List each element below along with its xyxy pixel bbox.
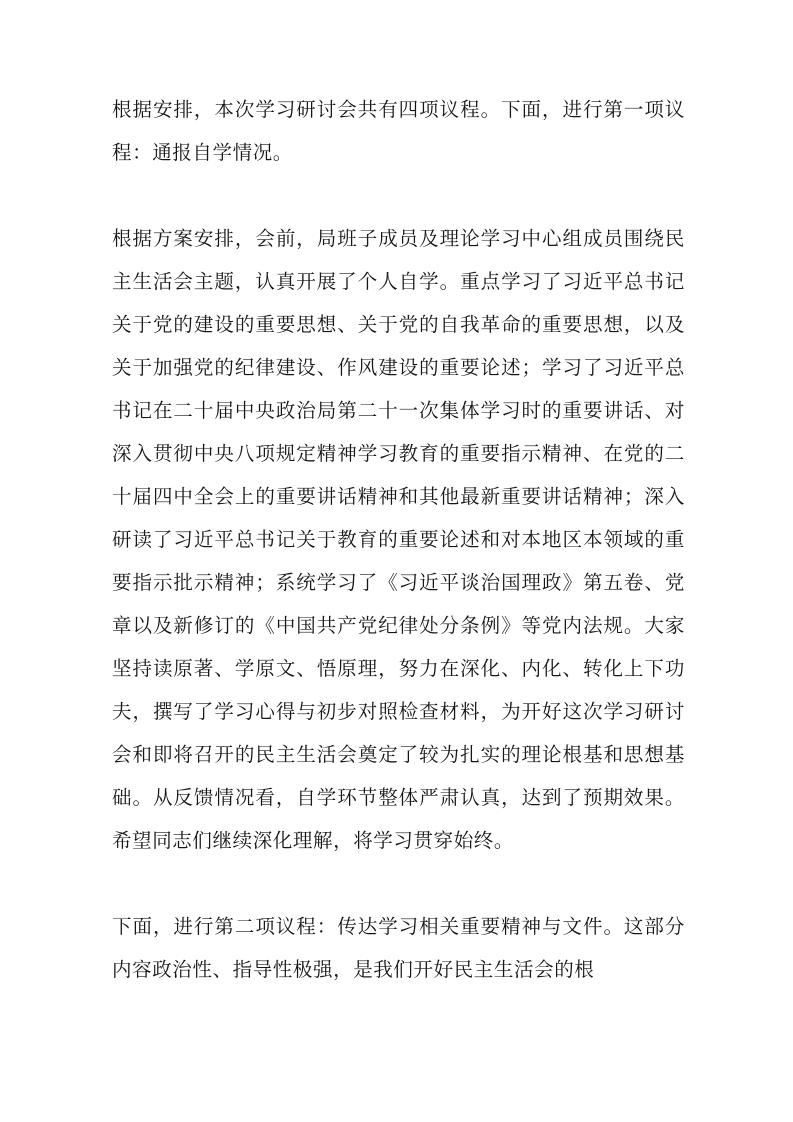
paragraph-1: 根据安排，本次学习研讨会共有四项议程。下面，进行第一项议程：通报自学情况。: [112, 98, 685, 164]
paragraph-3: 下面，进行第二项议程：传达学习相关重要精神与文件。这部分内容政治性、指导性极强，是我们开好民主生活会的根: [112, 915, 685, 981]
paragraph-2: 根据方案安排，会前，局班子成员及理论学习中心组成员围绕民主生活会主题，认真开展了个人自学。重点学习了习近平总书记关于党的建设的重要思想、关于党的自我革命的重要思想，以及关于加强党的纪律建设、作风建设的重要论述；学习了习近平总书记在二十届中央政治局第二十一次集体学习时的重要讲话、对深入贯彻中央八项规定精神学习教育的重要指示精神、在党的二十届四中全会上的重要讲话精神和其他最新重要讲话精神；深入研读了习近平总书记关于教育的重要论述和对本地区本领域的重要指示批示精神；系统学习了《习近平谈治国理政》第五卷、党章以及新修订的《中国共产党纪律处分条例》等党内法规。大家坚持读原著、学原文、悟原理，努力在深化、内化、转化上下功夫，撰写了学习心得与初步对照检查材料，为开好这次学习研讨会和即将召开的民主生活会奠定了较为扎实的理论根基和思想基础。从反馈情况看，自学环节整体严肃认真，达到了预期效果。希望同志们继续深化理解，将学习贯穿始终。: [112, 227, 685, 852]
document-body: [112, 88, 685, 991]
